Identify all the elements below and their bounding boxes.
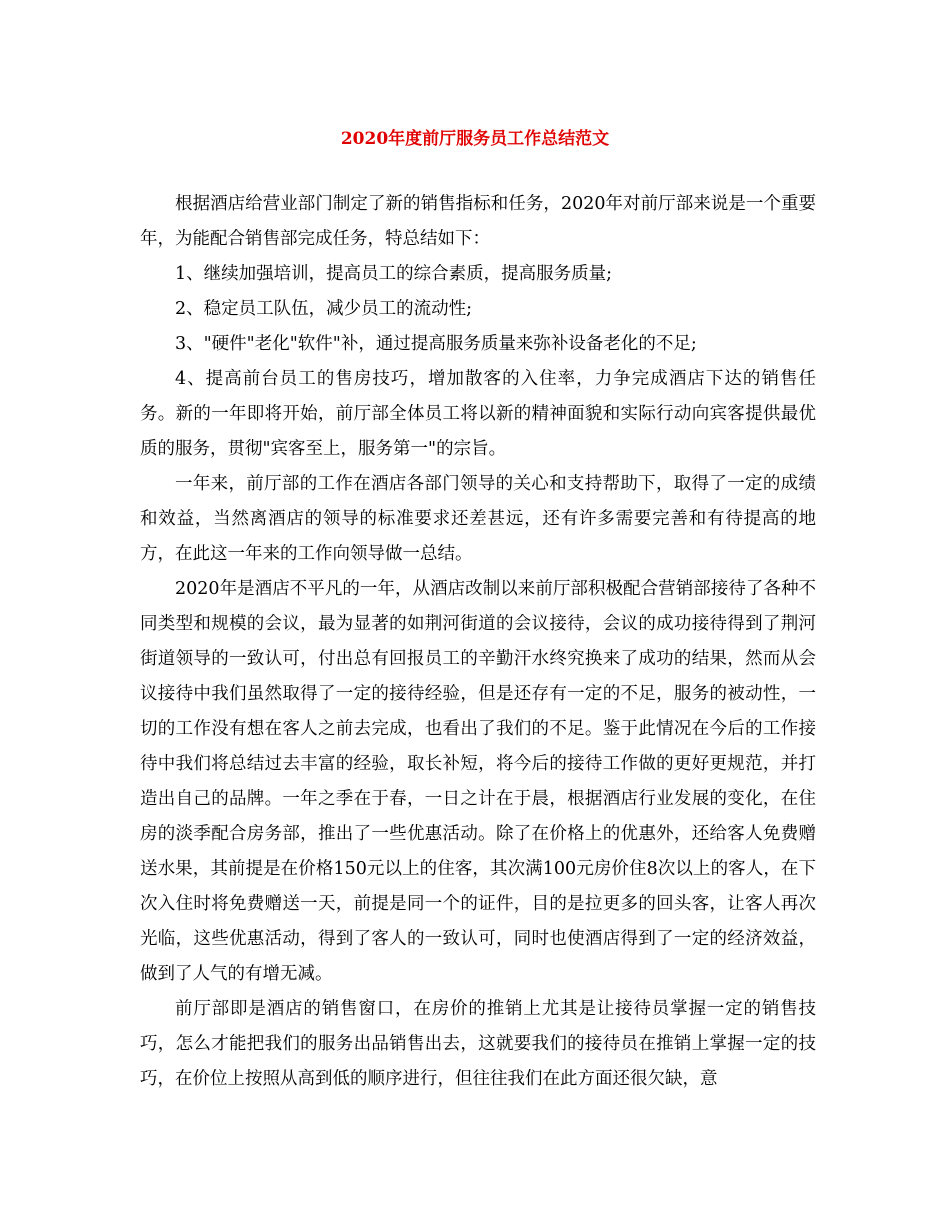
paragraph: 1、继续加强培训，提高员工的综合素质，提高服务质量; <box>175 264 613 284</box>
paragraph: 一年来，前厅部的工作在酒店各部门领导的关心和支持帮助下，取得了一定的成绩和效益，当然离酒店的领导的标准要求还差甚远，还有许多需要完善和有待提高的地方，在此这一年来的工作向领导做一总结。 <box>140 474 816 564</box>
paragraph: 2、稳定员工队伍，减少员工的流动性; <box>175 299 473 319</box>
paragraph: 4、提高前台员工的售房技巧，增加散客的入住率，力争完成酒店下达的销售任务。新的一年即将开始，前厅部全体员工将以新的精神面貌和实际行动向宾客提供最优质的服务，贯彻"宾客至上，服务第一"的宗旨。 <box>140 369 816 459</box>
paragraph: 2020年是酒店不平凡的一年，从酒店改制以来前厅部积极配合营销部接待了各种不同类型和规模的会议，最为显著的如荆河街道的会议接待，会议的成功接待得到了荆河街道领导的一致认可，付出总有回报员工的辛勤汗水终究换来了成功的结果，然而从会议接待中我们虽然取得了一定的接待经验，但是还存有一定的不足，服务的被动性，一切的工作没有想在客人之前去完成，也看出了我们的不足。鉴于此情况在今后的工作接待中我们将总结过去丰富的经验，取长补短，将今后的接待工作做的更好更规范，并打造出自己的品牌。一年之季在于春，一日之计在于晨，根据酒店行业发展的变化，在住房的淡季配合房务部，推出了一些优惠活动。除了在价格上的优惠外，还给客人免费赠送水果，其前提是在价格150元以上的住客，其次满100元房价住8次以上的客人，在下次入住时将免费赠送一天，前提是同一个的证件，目的是拉更多的回头客，让客人再次光临，这些优惠活动，得到了客人的一致认可，同时也使酒店得到了一定的经济效益，做到了人气的有增无减。 <box>140 579 816 984</box>
document-title: 2020年度前厅服务员工作总结范文 <box>340 129 610 149</box>
document-body <box>140 187 816 1097</box>
paragraph: 3、"硬件"老化"软件"补，通过提高服务质量来弥补设备老化的不足; <box>175 334 697 354</box>
paragraph: 前厅部即是酒店的销售窗口，在房价的推销上尤其是让接待员掌握一定的销售技巧，怎么才能把我们的服务出品销售出去，这就要我们的接待员在推销上掌握一定的技巧，在价位上按照从高到低的顺序进行，但往往我们在此方面还很欠缺，意 <box>140 999 816 1089</box>
paragraph: 根据酒店给营业部门制定了新的销售指标和任务，2020年对前厅部来说是一个重要年，为能配合销售部完成任务，特总结如下： <box>140 194 816 249</box>
